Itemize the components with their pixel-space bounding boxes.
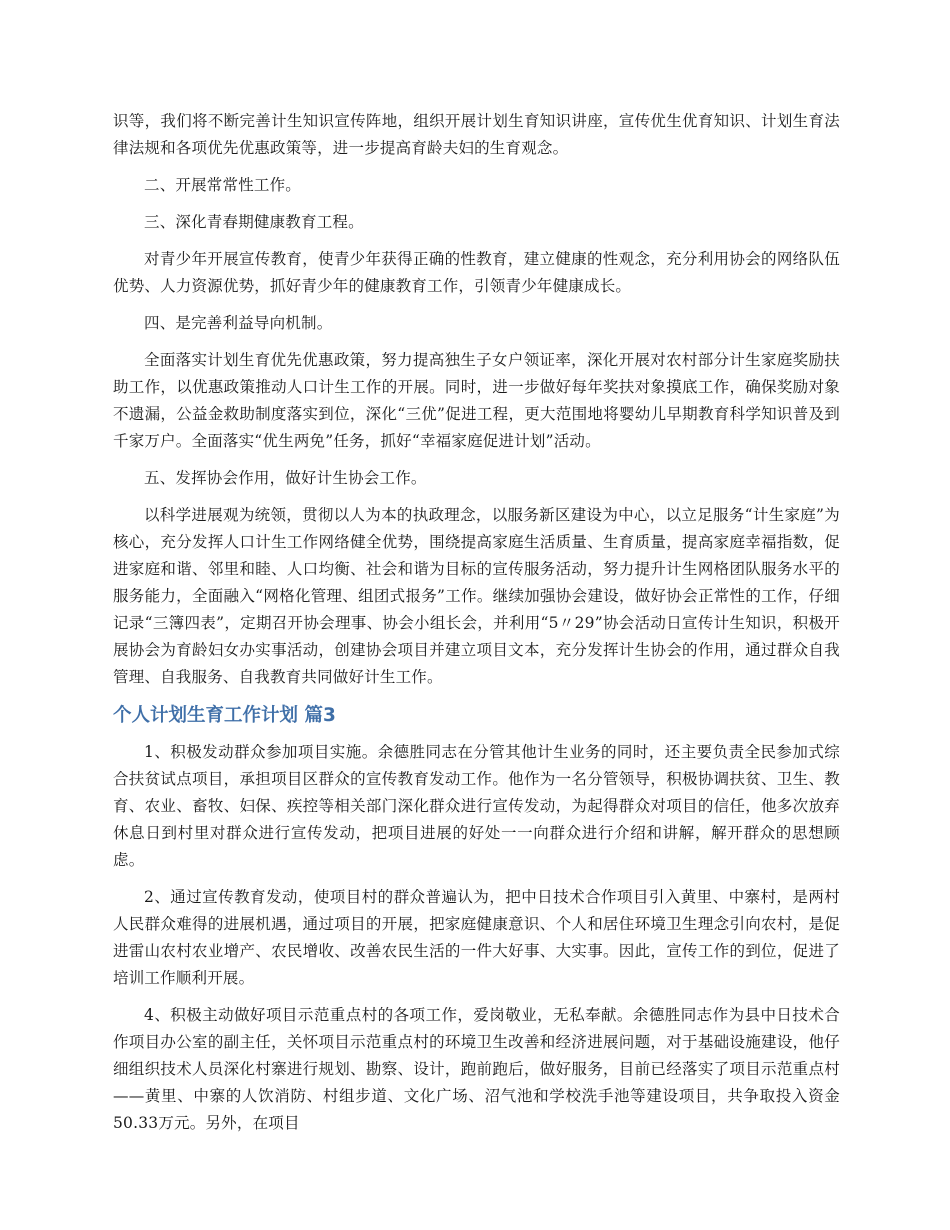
paragraph-item-3: 三、深化青春期健康教育工程。: [144, 213, 364, 231]
paragraph-youth-education: 对青少年开展宣传教育，使青少年获得正确的性教育，建立健康的性观念，充分利用协会的网络队伍优势、人力资源优势，抓好青少年的健康教育工作，引领青少年健康成长。: [113, 250, 840, 295]
paragraph-item-4: 四、是完善利益导向机制。: [144, 314, 333, 332]
paragraph-item-5: 五、发挥协会作用，做好计生协会工作。: [144, 469, 427, 487]
paragraph-point-1: 1、积极发动群众参加项目实施。余德胜同志在分管其他计生业务的同时，还主要负责全民参加式综合扶贫试点项目，承担项目区群众的宣传教育发动工作。他作为一名分管领导，积极协调扶贫、卫生、教育、农业、畜牧、妇保、疾控等相关部门深化群众进行宣传发动，为起得群众对项目的信任，他多次放弃休息日到村里对群众进行宣传发动，把项目进展的好处一一向群众进行介绍和讲解，解开群众的思想顾虑。: [113, 743, 840, 869]
document-page: [113, 108, 840, 1147]
paragraph-association-work: 以科学进展观为统领，贯彻以人为本的执政理念，以服务新区建设为中心，以立足服务“计生家庭”为核心，充分发挥人口计生工作网络健全优势，围绕提高家庭生活质量、生育质量，提高家庭幸福指数，促进家庭和谐、邻里和睦、人口均衡、社会和谐为目标的宣传服务活动，努力提升计生网格团队服务水平的服务能力，全面融入“网格化管理、组团式报务”工作。继续加强协会建设，做好协会正常性的工作，仔细记录“三簿四表”，定期召开协会理事、协会小组长会，并利用“5〃29”协会活动日宣传计生知识，积极开展协会为育龄妇女办实事活动，创建协会项目并建立项目文本，充分发挥计生协会的作用，通过群众自我管理、自我服务、自我教育共同做好计生工作。: [113, 506, 840, 686]
paragraph-item-2: 二、开展常常性工作。: [144, 176, 302, 194]
paragraph-continued: 识等，我们将不断完善计生知识宣传阵地，组织开展计划生育知识讲座，宣传优生优育知识、计划生育法律法规和各项优先优惠政策等，进一步提高育龄夫妇的生育观念。: [113, 112, 840, 157]
section-heading: 个人计划生育工作计划 篇3: [113, 705, 336, 726]
paragraph-incentive-policy: 全面落实计划生育优先优惠政策，努力提高独生子女户领证率，深化开展对农村部分计生家庭奖励扶助工作，以优惠政策推动人口计生工作的开展。同时，进一步做好每年奖扶对象摸底工作，确保奖励对象不遗漏，公益金救助制度落实到位，深化“三优”促进工程，更大范围地将婴幼儿早期教育科学知识普及到千家万户。全面落实“优生两免”任务，抓好“幸福家庭促进计划”活动。: [113, 351, 840, 450]
paragraph-point-4: 4、积极主动做好项目示范重点村的各项工作，爱岗敬业，无私奉献。余德胜同志作为县中日技术合作项目办公室的副主任，关怀项目示范重点村的环境卫生改善和经济进展问题，对于基础设施建设，他仔细组织技术人员深化村寨进行规划、勘察、设计，跑前跑后，做好服务，目前已经落实了项目示范重点村——黄里、中寨的人饮消防、村组步道、文化广场、沼气池和学校洗手池等建设项目，共争取投入资金50.33万元。另外，在项目: [113, 1006, 840, 1132]
paragraph-point-2: 2、通过宣传教育发动，使项目村的群众普遍认为，把中日技术合作项目引入黄里、中寨村，是两村人民群众难得的进展机遇，通过项目的开展，把家庭健康意识、个人和居住环境卫生理念引向农村，是促进雷山农村农业增产、农民增收、改善农民生活的一件大好事、大实事。因此，宣传工作的到位，促进了培训工作顺利开展。: [113, 888, 840, 987]
